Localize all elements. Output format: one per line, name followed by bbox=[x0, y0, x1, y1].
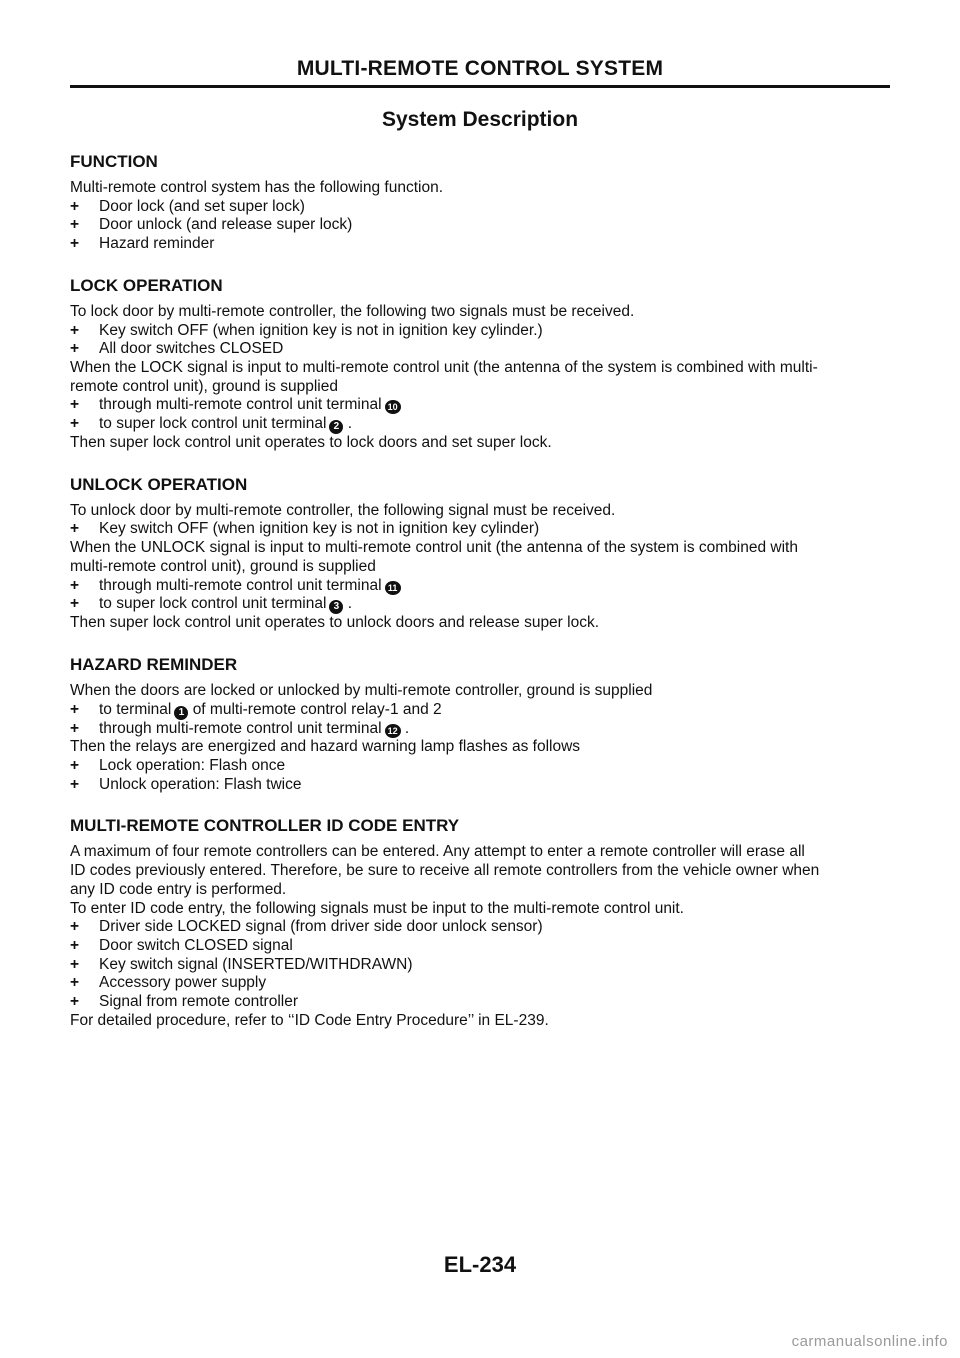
paragraph: To unlock door by multi-remote controller, the following signal must be received. bbox=[70, 501, 616, 519]
bullet-mark: + bbox=[70, 216, 80, 234]
bullet-mark: + bbox=[70, 993, 80, 1011]
list-item bbox=[70, 937, 890, 956]
list-item-text: to terminal bbox=[99, 700, 172, 718]
list-item bbox=[70, 216, 890, 235]
bullet-mark: + bbox=[70, 974, 80, 992]
terminal-number-badge: 11 bbox=[385, 581, 401, 595]
document-body bbox=[70, 108, 890, 1053]
paragraph: Then super lock control unit operates to unlock doors and release super lock. bbox=[70, 614, 600, 632]
list-item-text: Accessory power supply bbox=[99, 974, 267, 992]
list-item-text: Driver side LOCKED signal (from driver side door unlock sensor) bbox=[99, 918, 543, 936]
list-item bbox=[70, 322, 890, 341]
list-item bbox=[70, 340, 890, 359]
section-title: HAZARD REMINDER bbox=[70, 654, 238, 674]
paragraph: multi-remote control unit), ground is supplied bbox=[70, 557, 376, 575]
list-item bbox=[70, 396, 890, 415]
section-lock-operation bbox=[70, 276, 890, 453]
section-title: MULTI-REMOTE CONTROLLER ID CODE ENTRY bbox=[70, 816, 460, 836]
list-item-text: Door unlock (and release super lock) bbox=[99, 216, 353, 234]
list-item-text: . bbox=[347, 415, 353, 433]
terminal-number-badge: 12 bbox=[385, 724, 401, 738]
list-item bbox=[70, 520, 890, 539]
bullet-mark: + bbox=[70, 700, 80, 718]
bullet-mark: + bbox=[70, 576, 80, 594]
terminal-number-badge: 2 bbox=[329, 420, 343, 434]
paragraph: Multi-remote control system has the following function. bbox=[70, 179, 444, 196]
section-function bbox=[70, 152, 890, 254]
paragraph: ID codes previously entered. Therefore, be sure to receive all remote controllers from the vehicle owner when bbox=[70, 862, 820, 880]
bullet-mark: + bbox=[70, 936, 80, 954]
bullet-mark: + bbox=[70, 955, 80, 973]
paragraph: To lock door by multi-remote controller, the following two signals must be received. bbox=[70, 302, 635, 320]
page-number: EL-234 bbox=[443, 1252, 517, 1277]
bullet-mark: + bbox=[70, 197, 80, 215]
page-title: System Description bbox=[381, 108, 579, 131]
terminal-number-badge: 1 bbox=[174, 706, 188, 720]
list-item-text: through multi-remote control unit terminal bbox=[99, 719, 382, 737]
list-item-text: Key switch OFF (when ignition key is not in ignition key cylinder.) bbox=[99, 321, 543, 339]
list-item-text: of multi-remote control relay-1 and 2 bbox=[192, 700, 442, 718]
list-item-text: . bbox=[347, 595, 353, 613]
list-item-text: Unlock operation: Flash twice bbox=[99, 775, 302, 793]
list-item-text: Key switch OFF (when ignition key is not in ignition key cylinder) bbox=[99, 520, 540, 538]
list-item-text: Hazard reminder bbox=[99, 235, 215, 253]
paragraph: remote control unit), ground is supplied bbox=[70, 377, 338, 395]
paragraph: any ID code entry is performed. bbox=[70, 880, 287, 898]
paragraph: When the LOCK signal is input to multi-remote control unit (the antenna of the system is combined with multi- bbox=[70, 358, 818, 376]
bullet-mark: + bbox=[70, 520, 80, 538]
paragraph: When the UNLOCK signal is input to multi-remote control unit (the antenna of the system is combined with bbox=[70, 539, 798, 557]
list-item-text: Key switch signal (INSERTED/WITHDRAWN) bbox=[99, 955, 413, 973]
list-item bbox=[70, 918, 890, 937]
bullet-mark: + bbox=[70, 775, 80, 793]
list-item-text: Door lock (and set super lock) bbox=[99, 197, 305, 215]
list-item bbox=[70, 235, 890, 254]
section-title: FUNCTION bbox=[70, 152, 158, 171]
list-item bbox=[70, 757, 890, 776]
section-id-code-entry bbox=[70, 816, 890, 1030]
paragraph: When the doors are locked or unlocked by multi-remote controller, ground is supplied bbox=[70, 681, 653, 699]
bullet-mark: + bbox=[70, 340, 80, 358]
list-item bbox=[70, 595, 890, 614]
list-item-text: Door switch CLOSED signal bbox=[99, 936, 293, 954]
header-rule bbox=[70, 85, 890, 88]
section-title: LOCK OPERATION bbox=[70, 275, 223, 295]
bullet-mark: + bbox=[70, 918, 80, 936]
bullet-mark: + bbox=[70, 235, 80, 253]
list-item-text: Lock operation: Flash once bbox=[99, 757, 286, 775]
paragraph: For detailed procedure, refer to ‘‘ID Code Entry Procedure’’ in EL-239. bbox=[70, 1011, 549, 1029]
list-item bbox=[70, 993, 890, 1012]
list-item bbox=[70, 776, 890, 795]
list-item-text: through multi-remote control unit terminal bbox=[99, 396, 382, 414]
paragraph: Then super lock control unit operates to lock doors and set super lock. bbox=[70, 434, 552, 452]
section-unlock-operation bbox=[70, 475, 890, 633]
terminal-number-badge: 3 bbox=[329, 600, 343, 614]
running-header: MULTI-REMOTE CONTROL SYSTEM bbox=[296, 57, 664, 80]
list-item bbox=[70, 701, 890, 720]
section-hazard-reminder bbox=[70, 655, 890, 795]
list-item-text: Signal from remote controller bbox=[99, 993, 298, 1011]
list-item-text: All door switches CLOSED bbox=[99, 340, 284, 358]
list-item bbox=[70, 415, 890, 434]
bullet-mark: + bbox=[70, 595, 80, 613]
terminal-number-badge: 10 bbox=[385, 400, 401, 414]
bullet-mark: + bbox=[70, 415, 80, 433]
list-item bbox=[70, 720, 890, 739]
list-item-text: to super lock control unit terminal bbox=[99, 415, 327, 433]
bullet-mark: + bbox=[70, 757, 80, 775]
paragraph: To enter ID code entry, the following signals must be input to the multi-remote control unit. bbox=[70, 899, 684, 917]
paragraph: A maximum of four remote controllers can be entered. Any attempt to enter a remote controller will erase all bbox=[70, 843, 805, 861]
paragraph: Then the relays are energized and hazard warning lamp flashes as follows bbox=[70, 738, 581, 756]
watermark: carmanualsonline.info bbox=[791, 1333, 948, 1350]
list-item bbox=[70, 956, 890, 975]
list-item-text: . bbox=[404, 719, 410, 737]
bullet-mark: + bbox=[70, 321, 80, 339]
list-item bbox=[70, 198, 890, 217]
list-item-text: through multi-remote control unit terminal bbox=[99, 576, 382, 594]
section-title: UNLOCK OPERATION bbox=[70, 474, 248, 494]
list-item bbox=[70, 974, 890, 993]
bullet-mark: + bbox=[70, 396, 80, 414]
list-item bbox=[70, 577, 890, 596]
list-item-text: to super lock control unit terminal bbox=[99, 595, 327, 613]
bullet-mark: + bbox=[70, 719, 80, 737]
